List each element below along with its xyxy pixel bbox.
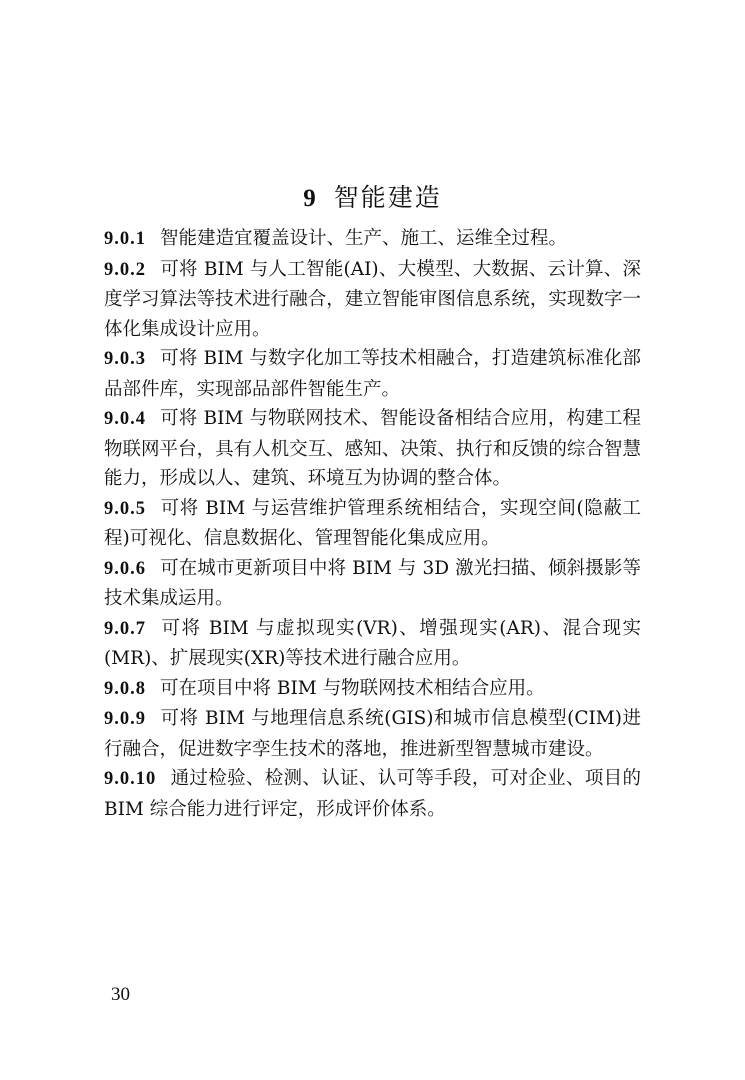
clause-text: 可将 BIM 与运营维护管理系统相结合，实现空间(隐蔽工程)可视化、信息数据化、管理智能化集成应用。 [104,497,641,549]
clause-list [104,224,641,824]
clause [104,554,641,614]
clause [104,614,641,674]
clause-text: 可将 BIM 与物联网技术、智能设备相结合应用，构建工程物联网平台，具有人机交互、感知、决策、执行和反馈的综合智慧能力，形成以人、建筑、环境互为协调的整合体。 [104,408,641,489]
clause-text: 可将 BIM 与地理信息系统(GIS)和城市信息模型(CIM)进行融合，促进数字孪生技术的落地，推进新型智慧城市建设。 [104,708,641,760]
clause-number: 9.0.5 [104,498,146,519]
clause-text: 可将 BIM 与数字化加工等技术相融合，打造建筑标准化部品部件库，实现部品部件智能生产。 [104,348,641,400]
clause [104,344,641,404]
clause [104,224,641,255]
clause-number: 9.0.6 [104,558,146,579]
clause-number: 9.0.8 [104,678,146,699]
page-number: 30 [111,984,130,1005]
clause-number: 9.0.3 [104,349,146,369]
clause-text: 可将 BIM 与人工智能(AI)、大模型、大数据、云计算、深度学习算法等技术进行融合，建立智能审图信息系统，实现数字一体化集成设计应用。 [104,258,641,340]
clause-number: 9.0.2 [104,259,146,280]
clause [104,404,641,494]
clause-number: 9.0.1 [104,229,146,249]
clause [104,704,641,764]
clause-text: 智能建造宜覆盖设计、生产、施工、运维全过程。 [160,228,568,249]
clause-text: 可将 BIM 与虚拟现实(VR)、增强现实(AR)、混合现实(MR)、扩展现实(XR)等技术进行融合应用。 [104,617,641,669]
chapter-heading [0,178,745,214]
chapter-title: 智能建造 [333,183,442,212]
clause-text: 可在城市更新项目中将 BIM 与 3D 激光扫描、倾斜摄影等技术集成运用。 [104,557,641,609]
clause-text: 通过检验、检测、认证、认可等手段，可对企业、项目的 BIM 综合能力进行评定，形成评价体系。 [104,768,641,820]
clause-number: 9.0.7 [104,618,146,639]
clause-text: 可在项目中将 BIM 与物联网技术相结合应用。 [160,677,545,699]
chapter-number: 9 [303,185,318,212]
clause [104,674,641,705]
clause [104,255,641,345]
clause-number: 9.0.10 [104,769,157,789]
clause-number: 9.0.9 [104,709,146,729]
clause [104,764,641,824]
clause-number: 9.0.4 [104,409,146,429]
clause [104,494,641,554]
